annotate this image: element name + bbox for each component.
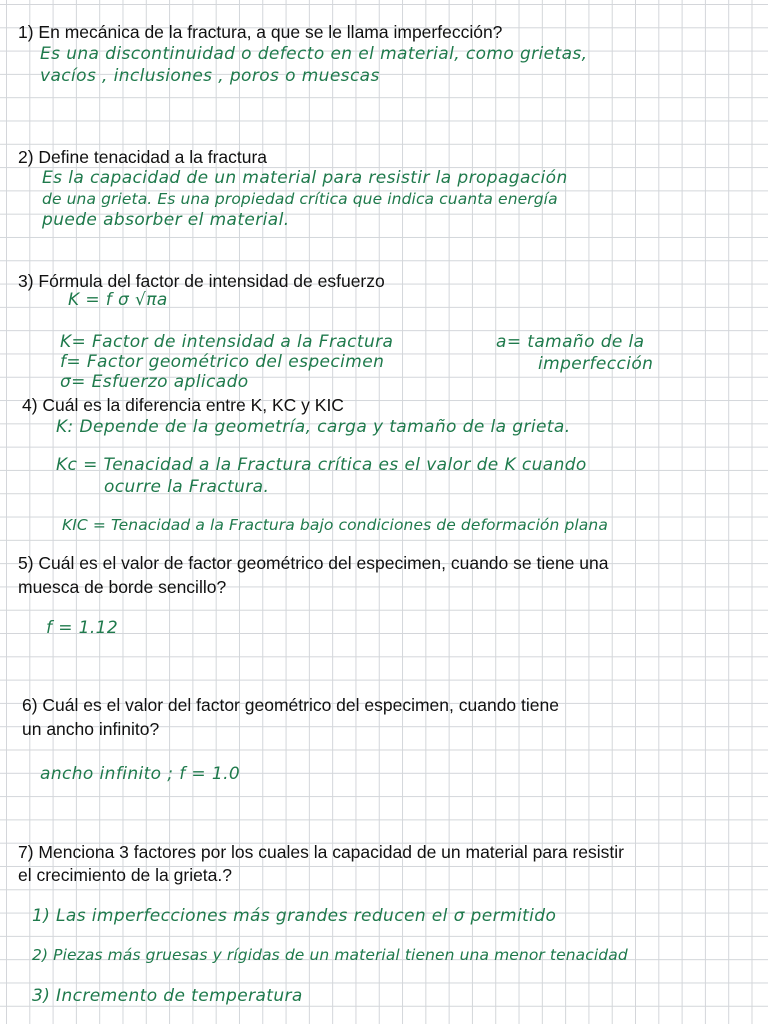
- question-5-text-line-2: muesca de borde sencillo?: [18, 577, 227, 597]
- question-7-answer-2: 2) Piezas más gruesas y rígidas de un material tienen una menor tenacidad: [32, 946, 628, 964]
- question-2-answer-line-1: Es la capacidad de un material para resistir la propagación: [42, 168, 568, 188]
- question-2-answer-line-3: puede absorber el material.: [42, 210, 290, 230]
- question-3-legend-f: f= Factor geométrico del especimen: [60, 352, 385, 372]
- question-6-text-line-1: 6) Cuál es el valor del factor geométrico del especimen, cuando tiene: [22, 695, 559, 715]
- question-3-formula: K = f σ √πa: [68, 290, 168, 310]
- question-3-text: 3) Fórmula del factor de intensidad de esfuerzo: [18, 271, 385, 291]
- question-3-legend-a-cont: imperfección: [538, 354, 654, 374]
- question-3-legend-sigma: σ= Esfuerzo aplicado: [60, 372, 249, 392]
- question-4-answer-kc-line-2: ocurre la Fractura.: [104, 477, 270, 497]
- question-7-text-line-1: 7) Menciona 3 factores por los cuales la capacidad de un material para resistir: [18, 842, 625, 862]
- question-5-text-line-1: 5) Cuál es el valor de factor geométrico del especimen, cuando se tiene una: [18, 553, 609, 573]
- question-7-answer-3: 3) Incremento de temperatura: [32, 986, 303, 1006]
- question-7-answer-1: 1) Las imperfecciones más grandes reducen el σ permitido: [32, 906, 557, 926]
- question-6-answer: ancho infinito ; f = 1.0: [40, 764, 241, 784]
- question-7-text-line-2: el crecimiento de la grieta.?: [18, 865, 232, 885]
- question-5-answer: f = 1.12: [46, 618, 119, 638]
- question-1-answer-line-2: vacíos , inclusiones , poros o muescas: [40, 66, 380, 86]
- question-1-text: 1) En mecánica de la fractura, a que se le llama imperfección?: [18, 22, 503, 42]
- question-4-answer-k: K: Depende de la geometría, carga y tamaño de la grieta.: [56, 417, 571, 437]
- question-3-legend-a: a= tamaño de la: [496, 332, 645, 352]
- question-2-answer-line-2: de una grieta. Es una propiedad crítica que indica cuanta energía: [42, 190, 558, 208]
- question-2-text: 2) Define tenacidad a la fractura: [18, 147, 268, 167]
- question-4-answer-kic: KIC = Tenacidad a la Fractura bajo condiciones de deformación plana: [62, 516, 608, 534]
- question-4-answer-kc-line-1: Kc = Tenacidad a la Fractura crítica es el valor de K cuando: [56, 455, 587, 475]
- question-6-text-line-2: un ancho infinito?: [22, 719, 160, 739]
- question-1-answer-line-1: Es una discontinuidad o defecto en el material, como grietas,: [40, 44, 588, 64]
- question-3-legend-k: K= Factor de intensidad a la Fractura: [60, 332, 394, 352]
- question-4-text: 4) Cuál es la diferencia entre K, KC y KIC: [22, 395, 344, 415]
